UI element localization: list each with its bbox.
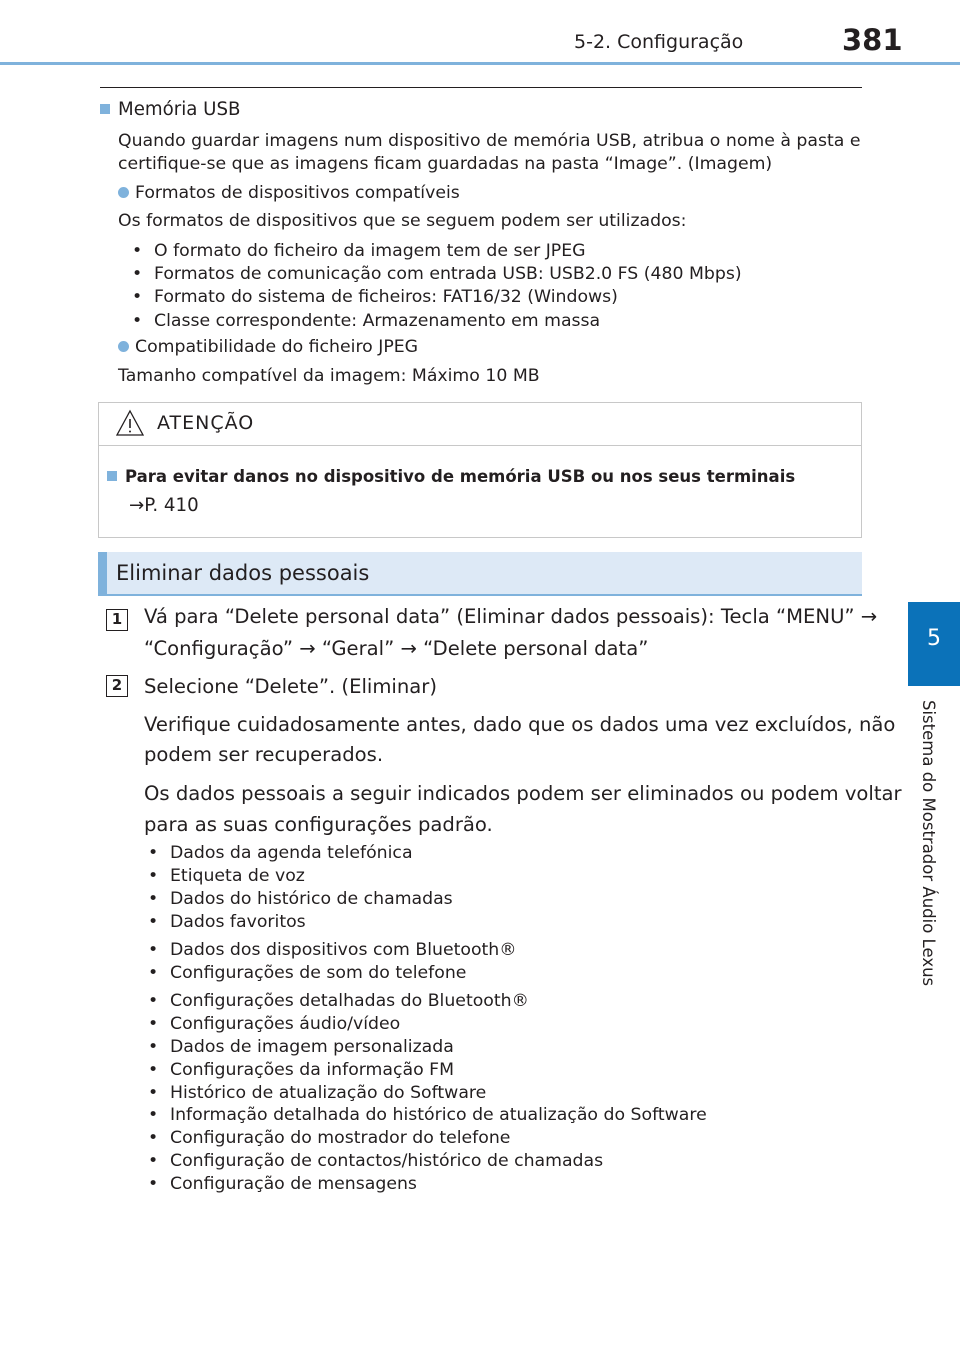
step-2-line1: Selecione “Delete”. (Eliminar) <box>144 675 437 698</box>
warning-page-reference: →P. 410 <box>129 495 199 516</box>
step-2-number: 2 <box>106 675 128 697</box>
warning-title: ATENÇÃO <box>157 412 255 434</box>
data-item: • Dados do histórico de chamadas <box>148 889 453 909</box>
note-2-line1: Os dados pessoais a seguir indicados podem ser eliminados ou podem voltar <box>144 782 902 805</box>
usb-heading-row <box>100 99 241 120</box>
data-item: • Configuração do mostrador do telefone <box>148 1128 511 1148</box>
round-bullet-icon <box>118 187 129 198</box>
data-item: • Etiqueta de voz <box>148 866 305 886</box>
format-item: • O formato do ficheiro da imagem tem de ser JPEG <box>132 241 586 261</box>
data-item: • Configurações áudio/vídeo <box>148 1014 401 1034</box>
data-item: • Configuração de contactos/histórico de chamadas <box>148 1151 604 1171</box>
formats-heading: Formatos de dispositivos compatíveis <box>135 183 460 203</box>
square-bullet-icon <box>100 104 110 114</box>
section-header: 5-2. Configuração <box>574 31 744 53</box>
section-title: Eliminar dados pessoais <box>116 561 370 585</box>
note-1-line2: podem ser recuperados. <box>144 743 384 766</box>
chapter-title: Sistema do Mostrador Áudio Lexus <box>919 700 938 987</box>
warning-triangle-icon <box>115 409 145 437</box>
page-number: 381 <box>842 23 903 57</box>
warning-divider <box>99 445 861 446</box>
usb-intro-line2: certifique-se que as imagens ficam guardadas na pasta “Image”. (Imagem) <box>118 154 773 174</box>
data-item: • Configuração de mensagens <box>148 1174 417 1194</box>
data-item: • Configurações de som do telefone <box>148 963 467 983</box>
jpeg-heading-row <box>118 337 418 357</box>
round-bullet-icon <box>118 341 129 352</box>
jpeg-text: Tamanho compatível da imagem: Máximo 10 MB <box>118 366 540 386</box>
usb-intro-line1: Quando guardar imagens num dispositivo de memória USB, atribua o nome à pasta e <box>118 131 861 151</box>
warning-heading: Para evitar danos no dispositivo de memória USB ou nos seus terminais <box>125 467 796 486</box>
data-item: • Configurações da informação FM <box>148 1060 454 1080</box>
data-item: • Dados dos dispositivos com Bluetooth® <box>148 940 517 960</box>
note-2-line2: para as suas configurações padrão. <box>144 813 493 836</box>
chapter-number: 5 <box>927 626 941 651</box>
usb-heading: Memória USB <box>118 99 241 120</box>
square-bullet-icon <box>107 471 117 481</box>
data-item: • Dados da agenda telefónica <box>148 843 413 863</box>
step-1-line1: Vá para “Delete personal data” (Eliminar dados pessoais): Tecla “MENU” → <box>144 605 878 628</box>
format-item: • Formato do sistema de ficheiros: FAT16/32 (Windows) <box>132 287 618 307</box>
chapter-tab <box>908 602 960 686</box>
banner-accent <box>98 552 107 594</box>
data-item: • Histórico de atualização do Software <box>148 1083 487 1103</box>
data-item: • Dados favoritos <box>148 912 306 932</box>
data-item: • Dados de imagem personalizada <box>148 1037 454 1057</box>
warning-box <box>98 402 862 538</box>
warning-heading-row <box>107 467 795 486</box>
banner-rule <box>98 594 862 596</box>
note-1-line1: Verifique cuidadosamente antes, dado que os dados uma vez excluídos, não <box>144 713 896 736</box>
data-item: • Configurações detalhadas do Bluetooth® <box>148 991 529 1011</box>
section-banner <box>98 552 862 594</box>
data-item: • Informação detalhada do histórico de atualização do Software <box>148 1105 707 1125</box>
step-1-line2: “Configuração” → “Geral” → “Delete personal data” <box>144 637 649 660</box>
formats-intro: Os formatos de dispositivos que se seguem podem ser utilizados: <box>118 211 687 231</box>
format-item: • Classe correspondente: Armazenamento em massa <box>132 311 601 331</box>
formats-heading-row <box>118 183 460 203</box>
header-rule <box>0 62 960 65</box>
step-1-number: 1 <box>106 609 128 631</box>
format-item: • Formatos de comunicação com entrada USB: USB2.0 FS (480 Mbps) <box>132 264 742 284</box>
section-rule <box>100 87 862 88</box>
jpeg-heading: Compatibilidade do ficheiro JPEG <box>135 337 419 357</box>
